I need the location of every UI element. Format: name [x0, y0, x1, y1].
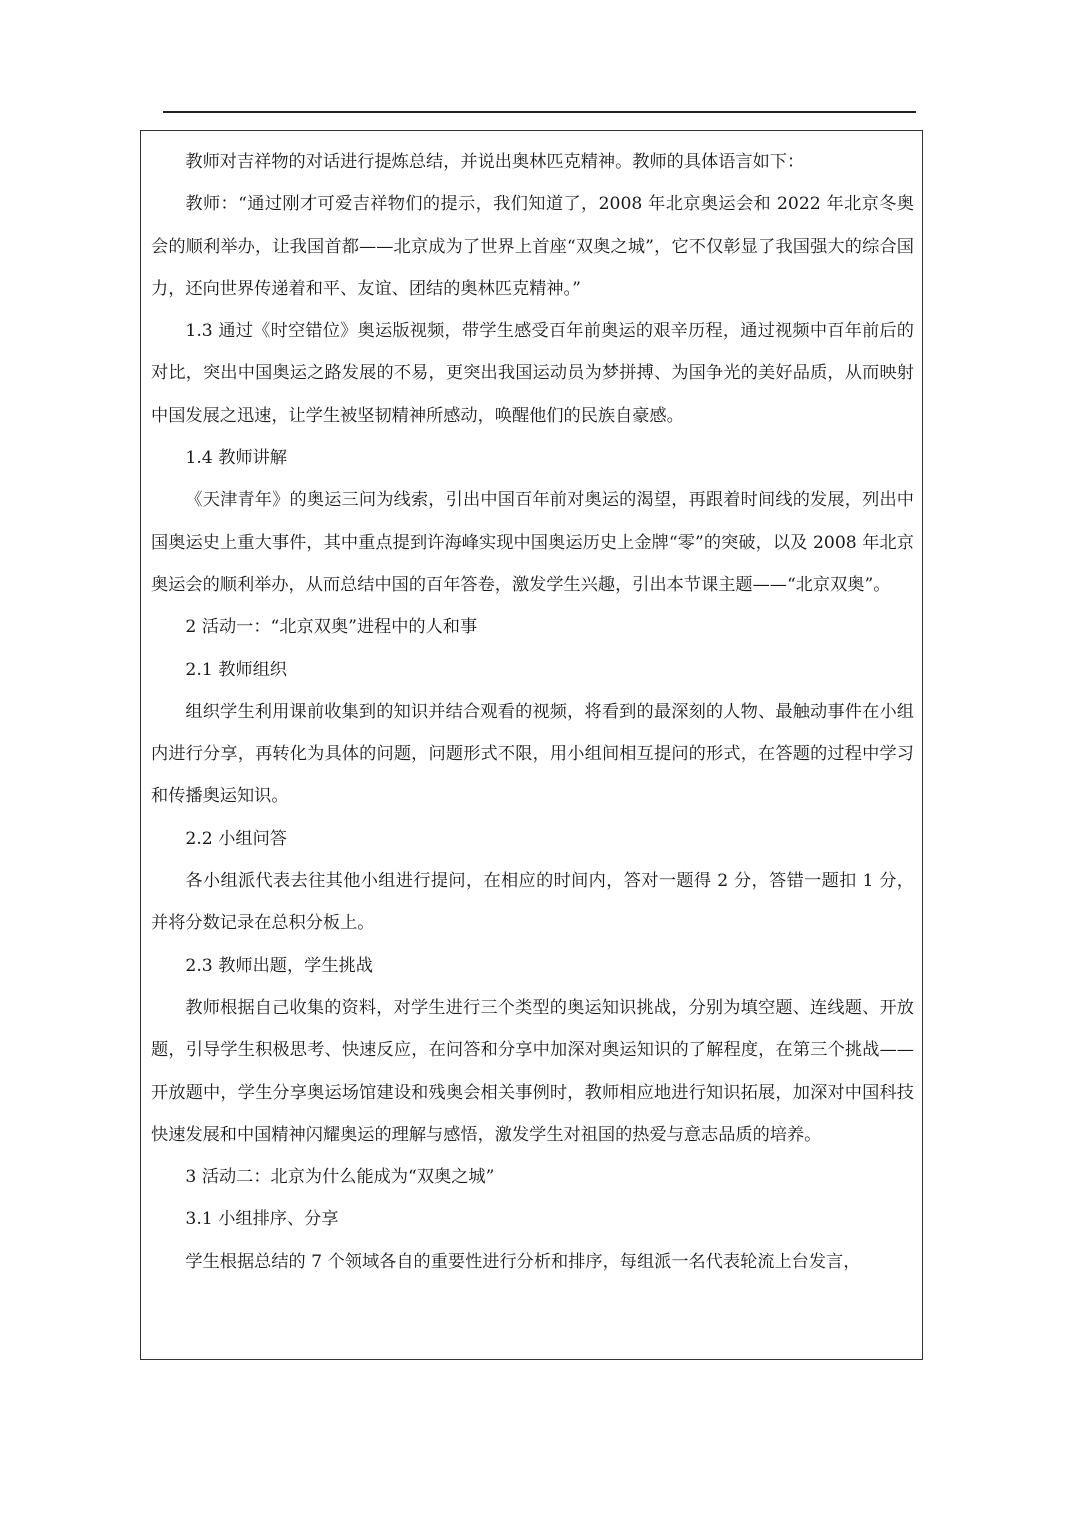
content-table-cell	[140, 130, 923, 1360]
heading-activity-1: 2 活动一：“北京双奥”进程中的人和事	[185, 617, 478, 638]
paragraph-teacher-quote: 教师：“通过刚才可爱吉祥物们的提示，我们知道了，2008 年北京奥运会和 2022 年北京冬奥会的顺利举办，让我国首都——北京成为了世界上首座“双奥之城”，它不仅彰显了我国强大的综合国力，还向世界传递着和平、友谊、团结的奥林匹克精神。”	[151, 194, 914, 299]
paragraph-2-1-body: 组织学生利用课前收集到的知识并结合观看的视频，将看到的最深刻的人物、最触动事件在小组内进行分享，再转化为具体的问题，问题形式不限，用小组间相互提问的形式，在答题的过程中学习和传播奥运知识。	[151, 701, 914, 807]
document-body	[151, 141, 914, 1283]
paragraph-1-3-video: 1.3 通过《时空错位》奥运版视频，带学生感受百年前奥运的艰辛历程，通过视频中百年前后的对比，突出中国奥运之路发展的不易，更突出我国运动员为梦拼搏、为国争光的美好品质，从而映射中国发展之迅速，让学生被坚韧精神所感动，唤醒他们的民族自豪感。	[151, 321, 914, 426]
heading-2-3: 2.3 教师出题，学生挑战	[185, 955, 373, 976]
heading-2-2: 2.2 小组问答	[185, 828, 287, 849]
heading-3-1: 3.1 小组排序、分享	[185, 1209, 339, 1230]
paragraph-1-4-body: 《天津青年》的奥运三问为线索，引出中国百年前对奥运的渴望，再跟着时间线的发展，列出中国奥运史上重大事件，其中重点提到许海峰实现中国奥运历史上金牌“零”的突破，以及 2008 年北京奥运会的顺利举办，从而总结中国的百年答卷，激发学生兴趣，引出本节课主题——“北京双奥”。	[151, 490, 914, 595]
paragraph-2-3-body: 教师根据自己收集的资料，对学生进行三个类型的奥运知识挑战，分别为填空题、连线题、开放题，引导学生积极思考、快速反应，在问答和分享中加深对奥运知识的了解程度，在第三个挑战——开放题中，学生分享奥运场馆建设和残奥会相关事例时，教师相应地进行知识拓展，加深对中国科技快速发展和中国精神闪耀奥运的理解与感悟，激发学生对祖国的热爱与意志品质的培养。	[151, 997, 914, 1145]
heading-2-1: 2.1 教师组织	[185, 659, 287, 680]
heading-1-4: 1.4 教师讲解	[185, 448, 287, 469]
paragraph-2-2-body: 各小组派代表去往其他小组进行提问，在相应的时间内，答对一题得 2 分，答错一题扣 1 分，并将分数记录在总积分板上。	[151, 871, 914, 934]
heading-activity-2: 3 活动二：北京为什么能成为“双奥之城”	[185, 1167, 495, 1188]
header-rule	[163, 111, 916, 113]
paragraph-3-1-body: 学生根据总结的 7 个领域各自的重要性进行分析和排序，每组派一名代表轮流上台发言，	[185, 1251, 861, 1272]
paragraph-summary-intro: 教师对吉祥物的对话进行提炼总结，并说出奥林匹克精神。教师的具体语言如下：	[185, 152, 805, 172]
